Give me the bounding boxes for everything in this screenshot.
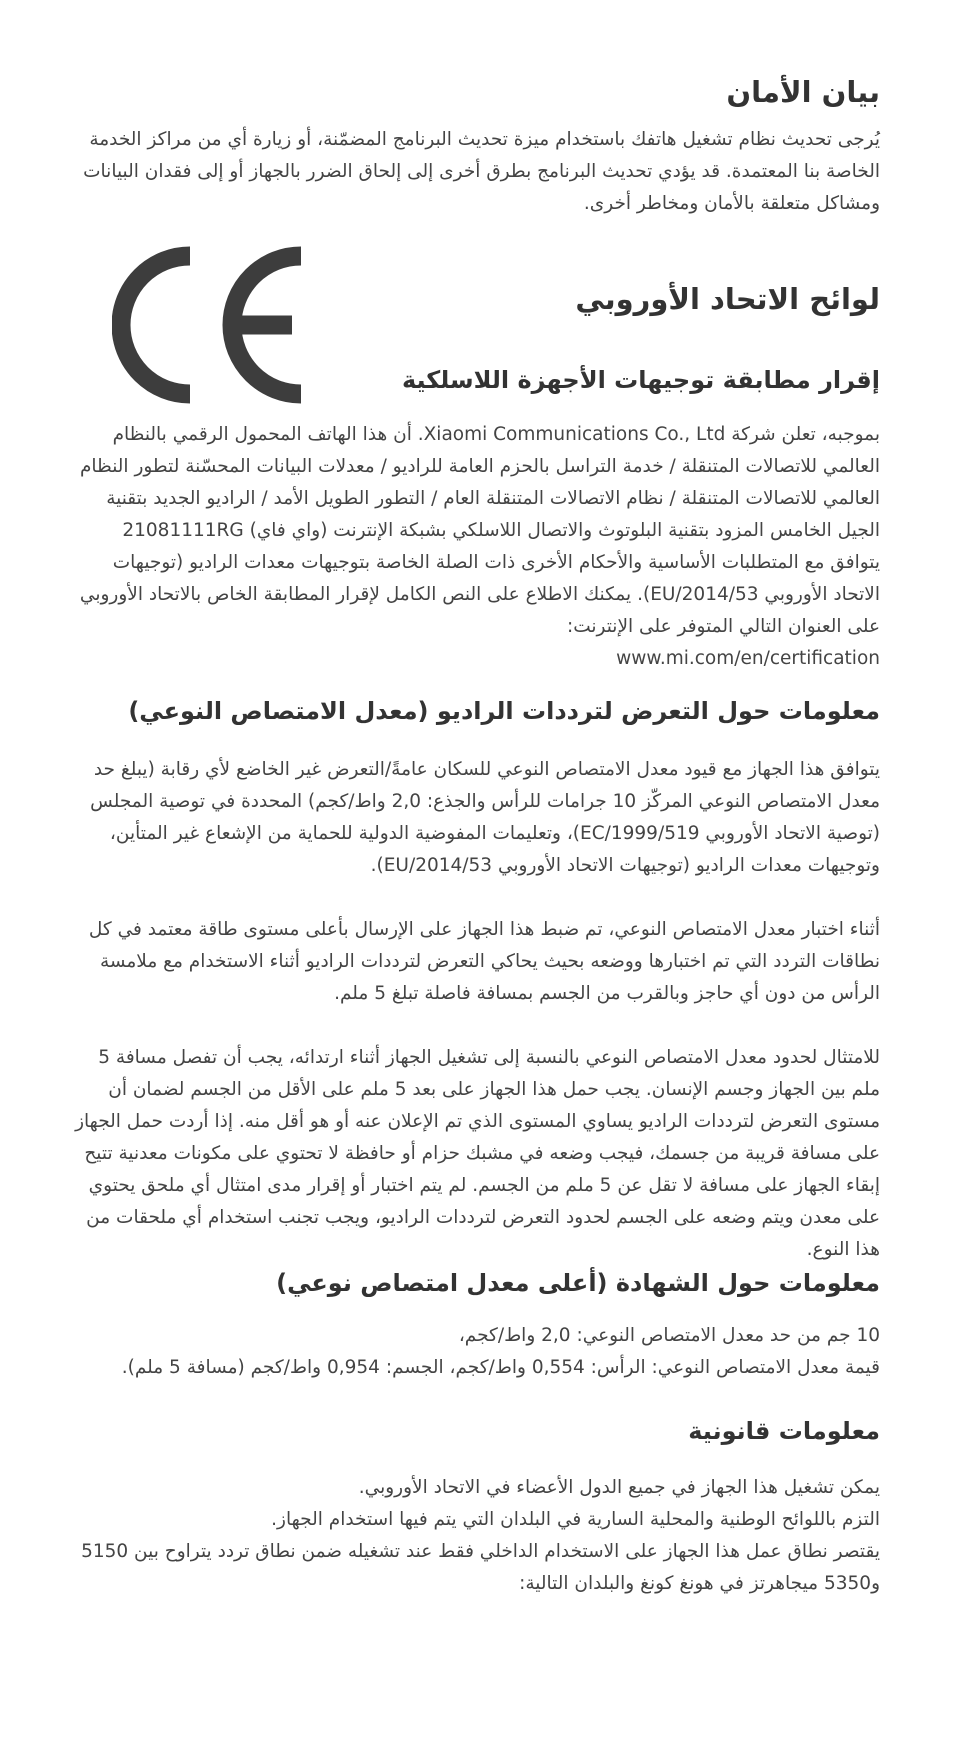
eu-section [380, 279, 880, 319]
cert-section [70, 1266, 880, 1384]
safety-body: يُرجى تحديث نظام تشغيل هاتفك باستخدام ميزة تحديث البرنامج المضمّنة، أو زيارة أي من مراكز الخدمة الخاصة بنا المعتمدة. قد يؤدي تحديث البرنامج بطرق أخرى إلى إلحاق الضرر بالجهاز أو إلى فقدان البيانات ومشاكل متعلقة بالأمان ومخاطر أخرى. [83, 129, 880, 214]
legal-line-1: يمكن تشغيل هذا الجهاز في جميع الدول الأعضاء في الاتحاد الأوروبي. [358, 1477, 880, 1498]
sar-paragraph-2: أثناء اختبار معدل الامتصاص النوعي، تم ضبط هذا الجهاز على الإرسال بأعلى مستوى طاقة معتمد في كل نطاقات التردد التي تم اختبارها ووضعه بحيث يحاكي التعرض لترددات الراديو أثناء الاستخدام مع ملامسة الرأس من دون أي حاجز وبالقرب من الجسم بمسافة فاصلة تبلغ 5 ملم. [88, 919, 880, 1004]
legal-heading: معلومات قانونية [688, 1417, 880, 1445]
cert-heading: معلومات حول الشهادة (أعلى معدل امتصاص نوعي) [276, 1269, 880, 1297]
cert-line-2: قيمة معدل الامتصاص النوعي: الرأس: 0,554 واط/كجم، الجسم: 0,954 واط/كجم (مسافة 5 ملم). [121, 1357, 880, 1378]
sar-heading: معلومات حول التعرض لترددات الراديو (معدل الامتصاص النوعي) [128, 697, 880, 725]
sar-paragraph-3: للامتثال لحدود معدل الامتصاص النوعي بالنسبة إلى تشغيل الجهاز أثناء ارتدائه، يجب أن تفصل مسافة 5 ملم بين الجهاز وجسم الإنسان. يجب حمل هذا الجهاز على بعد 5 ملم على الأقل من الجسم لضمان أن مستوى التعرض لترددات الراديو يساوي المستوى الذي تم الإعلان عنه أو هو أقل منه. إذا أردت حمل الجهاز على مسافة قريبة من جسمك، فيجب وضعه في مشبك حزام أو حافظة لا تحتوي على مكونات معدنية تتيح إبقاء الجهاز على مسافة لا تقل عن 5 ملم من الجسم. لم يتم اختبار أو إقرار مدى امتثال أي ملحق يحتوي على معدن ويتم وضعه على الجسم لحدود التعرض لترددات الراديو، ويجب تجنب استخدام أي ملحقات من هذا النوع. [75, 1047, 880, 1260]
legal-line-3: يقتصر نطاق عمل هذا الجهاز على الاستخدام الداخلي فقط عند تشغيله ضمن نطاق تردد يتراوح بين 5150 و5350 ميجاهرتز في هونغ كونغ والبلدان التالية: [81, 1541, 880, 1594]
eu-heading: لوائح الاتحاد الأوروبي [575, 282, 880, 316]
red-body: بموجبه، تعلن شركة Xiaomi Communications Co., Ltd. أن هذا الهاتف المحمول الرقمي بالنظام العالمي للاتصالات المتنقلة / خدمة التراسل بالحزم العامة للراديو / معدلات البيانات المحسّنة لتطور النظام العالمي للاتصالات المتنقلة / نظام الاتصالات المتنقلة العام / التطور الطويل الأمد / الراديو الجديد بتقنية الجيل الخامس المزود بتقنية البلوتوث والاتصال اللاسلكي بشبكة الإنترنت (واي فاي) 21081111RG يتوافق مع المتطلبات الأساسية والأحكام الأخرى ذات الصلة الخاصة بتوجيهات معدات الراديو (توجيهات الاتحاد الأوروبي 2014/53/EU). يمكنك الاطلاع على النص الكامل لإقرار المطابقة الخاص بالاتحاد الأوروبي على العنوان التالي المتوفر على الإنترنت: [79, 424, 880, 637]
legal-section [70, 1414, 880, 1600]
cert-line-1: 10 جم من حد معدل الامتصاص النوعي: 2,0 واط/كجم، [458, 1325, 880, 1346]
red-section [70, 363, 880, 675]
red-heading: إقرار مطابقة توجيهات الأجهزة اللاسلكية [401, 366, 880, 394]
safety-section [70, 72, 880, 220]
certification-url[interactable]: www.mi.com/en/certification [616, 648, 880, 669]
legal-line-2: التزم باللوائح الوطنية والمحلية السارية في البلدان التي يتم فيها استخدام الجهاز. [271, 1509, 880, 1530]
sar-paragraph-1: يتوافق هذا الجهاز مع قيود معدل الامتصاص النوعي للسكان عامةً/التعرض غير الخاضع لأي رقابة (يبلغ حد معدل الامتصاص النوعي المركّز 10 جرامات للرأس والجذع: 2,0 واط/كجم) المحددة في توصية المجلس (توصية الاتحاد الأوروبي 1999/519/EC)، وتعليمات المفوضية الدولية للحماية من الإشعاع غير المتأين، وتوجيهات معدات الراديو (توجيهات الاتحاد الأوروبي 2014/53/EU). [90, 759, 880, 876]
sar-section [70, 694, 880, 1266]
safety-heading: بيان الأمان [726, 75, 880, 109]
